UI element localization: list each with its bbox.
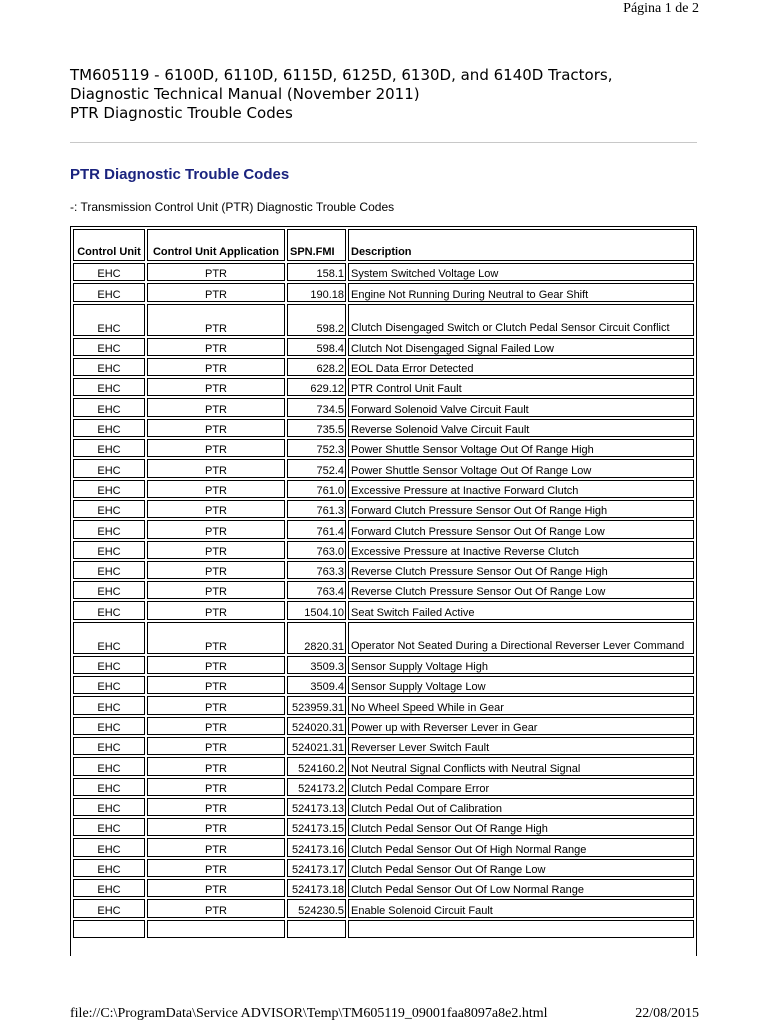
table-row: [73, 283, 694, 301]
cell-spn-fmi: 763.0: [287, 541, 346, 559]
cell-control-unit: EHC: [73, 798, 145, 816]
cell-application: PTR: [147, 717, 285, 735]
cell-application: PTR: [147, 696, 285, 714]
cell-application: PTR: [147, 263, 285, 281]
table-row: [73, 696, 694, 714]
cell-description: Excessive Pressure at Inactive Reverse Clutch: [348, 541, 694, 559]
footer-file-path: file://C:\ProgramData\Service ADVISOR\Temp\TM605119_09001faa8097a8e2.html: [70, 1006, 548, 1021]
cell-spn-fmi: 2820.31: [287, 622, 346, 654]
cell-description: Seat Switch Failed Active: [348, 601, 694, 619]
cell-description: Enable Solenoid Circuit Fault: [348, 899, 694, 917]
cell-application: PTR: [147, 419, 285, 437]
cell-application: PTR: [147, 601, 285, 619]
cell-description: Reverse Clutch Pressure Sensor Out Of Range High: [348, 561, 694, 579]
cell-spn-fmi: 598.2: [287, 304, 346, 336]
cell-application: PTR: [147, 480, 285, 498]
dtc-table: [71, 227, 696, 940]
cell-description: Sensor Supply Voltage High: [348, 656, 694, 674]
cell-description: No Wheel Speed While in Gear: [348, 696, 694, 714]
cell-description: Reverser Lever Switch Fault: [348, 737, 694, 755]
cell-control-unit: EHC: [73, 459, 145, 477]
table-row: [73, 778, 694, 796]
cell-application: PTR: [147, 378, 285, 396]
cell-spn-fmi: 524173.2: [287, 778, 346, 796]
cell-spn-fmi: 752.3: [287, 439, 346, 457]
table-row: [73, 838, 694, 856]
cell-application: PTR: [147, 338, 285, 356]
table-row: [73, 737, 694, 755]
table-row: [73, 520, 694, 538]
cell-description: Clutch Pedal Compare Error: [348, 778, 694, 796]
cell-control-unit: EHC: [73, 656, 145, 674]
table-row: [73, 899, 694, 917]
cell-control-unit: EHC: [73, 561, 145, 579]
cell-control-unit: EHC: [73, 283, 145, 301]
cell-control-unit: EHC: [73, 737, 145, 755]
cell-spn-fmi: 3509.3: [287, 656, 346, 674]
table-row: [73, 358, 694, 376]
cell-spn-fmi: 763.3: [287, 561, 346, 579]
header-divider: [70, 142, 697, 143]
dtc-table-container: [70, 226, 697, 956]
cell-spn-fmi: 598.4: [287, 338, 346, 356]
cell-control-unit: EHC: [73, 338, 145, 356]
topic-title-line: PTR Diagnostic Trouble Codes: [70, 104, 293, 122]
cell-application: [147, 920, 285, 938]
cell-control-unit: EHC: [73, 541, 145, 559]
table-row: [73, 818, 694, 836]
cell-description: Clutch Pedal Out of Calibration: [348, 798, 694, 816]
cell-application: PTR: [147, 398, 285, 416]
cell-spn-fmi: 524230.5: [287, 899, 346, 917]
cell-description: PTR Control Unit Fault: [348, 378, 694, 396]
table-row: [73, 459, 694, 477]
cell-application: PTR: [147, 520, 285, 538]
cell-spn-fmi: [287, 920, 346, 938]
table-row: [73, 398, 694, 416]
cell-spn-fmi: 190.18: [287, 283, 346, 301]
cell-description: Clutch Pedal Sensor Out Of High Normal Range: [348, 838, 694, 856]
table-row: [73, 263, 694, 281]
cell-control-unit: EHC: [73, 520, 145, 538]
cell-application: PTR: [147, 541, 285, 559]
cell-spn-fmi: 629.12: [287, 378, 346, 396]
cell-spn-fmi: 524020.31: [287, 717, 346, 735]
table-row: [73, 717, 694, 735]
table-row: [73, 676, 694, 694]
footer-date: 22/08/2015: [635, 1006, 699, 1021]
cell-description: Operator Not Seated During a Directional Reverser Lever Command: [348, 622, 694, 654]
cell-application: PTR: [147, 899, 285, 917]
cell-application: PTR: [147, 757, 285, 775]
cell-description: Power Shuttle Sensor Voltage Out Of Range Low: [348, 459, 694, 477]
cell-control-unit: EHC: [73, 358, 145, 376]
cell-control-unit: EHC: [73, 899, 145, 917]
cell-application: PTR: [147, 656, 285, 674]
cell-spn-fmi: 628.2: [287, 358, 346, 376]
cell-control-unit: EHC: [73, 581, 145, 599]
cell-description: Engine Not Running During Neutral to Gear Shift: [348, 283, 694, 301]
cell-application: PTR: [147, 818, 285, 836]
cell-application: PTR: [147, 879, 285, 897]
cell-description: System Switched Voltage Low: [348, 263, 694, 281]
cell-description: EOL Data Error Detected: [348, 358, 694, 376]
column-header-control-unit: Control Unit: [73, 229, 145, 261]
cell-description: Power up with Reverser Lever in Gear: [348, 717, 694, 735]
table-row: [73, 378, 694, 396]
cell-spn-fmi: 1504.10: [287, 601, 346, 619]
cell-control-unit: EHC: [73, 622, 145, 654]
cell-description: Sensor Supply Voltage Low: [348, 676, 694, 694]
cell-description: Reverse Clutch Pressure Sensor Out Of Range Low: [348, 581, 694, 599]
cell-spn-fmi: 761.0: [287, 480, 346, 498]
table-row: [73, 500, 694, 518]
table-body: [73, 263, 694, 938]
table-row: [73, 561, 694, 579]
cell-description: Clutch Not Disengaged Signal Failed Low: [348, 338, 694, 356]
table-row: [73, 304, 694, 336]
cell-control-unit: EHC: [73, 676, 145, 694]
table-row: [73, 859, 694, 877]
cell-spn-fmi: 761.3: [287, 500, 346, 518]
table-row: [73, 879, 694, 897]
table-row: [73, 439, 694, 457]
cell-control-unit: EHC: [73, 601, 145, 619]
cell-description: Forward Clutch Pressure Sensor Out Of Range Low: [348, 520, 694, 538]
table-row: [73, 338, 694, 356]
cell-description: Clutch Pedal Sensor Out Of Range Low: [348, 859, 694, 877]
page-number: Página 1 de 2: [623, 1, 699, 16]
cell-control-unit: EHC: [73, 757, 145, 775]
table-row: [73, 541, 694, 559]
cell-spn-fmi: 752.4: [287, 459, 346, 477]
cell-control-unit: EHC: [73, 838, 145, 856]
cell-application: PTR: [147, 581, 285, 599]
cell-application: PTR: [147, 358, 285, 376]
table-row: [73, 757, 694, 775]
column-header-application: Control Unit Application: [147, 229, 285, 261]
cell-description: Not Neutral Signal Conflicts with Neutral Signal: [348, 757, 694, 775]
cell-application: PTR: [147, 778, 285, 796]
cell-application: PTR: [147, 676, 285, 694]
cell-description: Clutch Pedal Sensor Out Of Range High: [348, 818, 694, 836]
cell-control-unit: EHC: [73, 818, 145, 836]
table-row: [73, 480, 694, 498]
cell-spn-fmi: 3509.4: [287, 676, 346, 694]
table-row: [73, 601, 694, 619]
cell-spn-fmi: 524173.17: [287, 859, 346, 877]
cell-spn-fmi: 763.4: [287, 581, 346, 599]
manual-title-line: TM605119 - 6100D, 6110D, 6115D, 6125D, 6130D, and 6140D Tractors,: [70, 66, 613, 84]
cell-application: PTR: [147, 838, 285, 856]
cell-control-unit: EHC: [73, 696, 145, 714]
column-header-spn-fmi: SPN.FMI: [287, 229, 346, 261]
cell-description: Forward Clutch Pressure Sensor Out Of Range High: [348, 500, 694, 518]
table-row: [73, 419, 694, 437]
cell-spn-fmi: 761.4: [287, 520, 346, 538]
cell-control-unit: EHC: [73, 500, 145, 518]
cell-application: PTR: [147, 798, 285, 816]
cell-application: PTR: [147, 439, 285, 457]
cell-application: PTR: [147, 283, 285, 301]
column-header-description: Description: [348, 229, 694, 261]
cell-control-unit: EHC: [73, 480, 145, 498]
table-row: [73, 920, 694, 938]
cell-description: Power Shuttle Sensor Voltage Out Of Range High: [348, 439, 694, 457]
cell-control-unit: [73, 920, 145, 938]
cell-control-unit: EHC: [73, 419, 145, 437]
cell-description: Excessive Pressure at Inactive Forward Clutch: [348, 480, 694, 498]
cell-application: PTR: [147, 737, 285, 755]
document-header: [70, 66, 730, 123]
cell-application: PTR: [147, 500, 285, 518]
cell-spn-fmi: 735.5: [287, 419, 346, 437]
cell-application: PTR: [147, 304, 285, 336]
cell-application: PTR: [147, 561, 285, 579]
cell-spn-fmi: 524160.2: [287, 757, 346, 775]
cell-spn-fmi: 734.5: [287, 398, 346, 416]
table-row: [73, 622, 694, 654]
cell-description: Forward Solenoid Valve Circuit Fault: [348, 398, 694, 416]
cell-control-unit: EHC: [73, 778, 145, 796]
cell-description: Clutch Pedal Sensor Out Of Low Normal Range: [348, 879, 694, 897]
table-row: [73, 798, 694, 816]
cell-spn-fmi: 524173.15: [287, 818, 346, 836]
table-row: [73, 656, 694, 674]
cell-control-unit: EHC: [73, 378, 145, 396]
cell-control-unit: EHC: [73, 879, 145, 897]
table-header-row: [73, 229, 694, 261]
cell-control-unit: EHC: [73, 859, 145, 877]
cell-description: Clutch Disengaged Switch or Clutch Pedal Sensor Circuit Conflict: [348, 304, 694, 336]
cell-spn-fmi: 524173.18: [287, 879, 346, 897]
cell-spn-fmi: 158.1: [287, 263, 346, 281]
cell-control-unit: EHC: [73, 439, 145, 457]
cell-application: PTR: [147, 622, 285, 654]
cell-application: PTR: [147, 859, 285, 877]
cell-description: Reverse Solenoid Valve Circuit Fault: [348, 419, 694, 437]
cell-control-unit: EHC: [73, 263, 145, 281]
cell-control-unit: EHC: [73, 304, 145, 336]
cell-spn-fmi: 524021.31: [287, 737, 346, 755]
cell-spn-fmi: 523959.31: [287, 696, 346, 714]
cell-application: PTR: [147, 459, 285, 477]
cell-description: [348, 920, 694, 938]
cell-control-unit: EHC: [73, 398, 145, 416]
cell-spn-fmi: 524173.13: [287, 798, 346, 816]
cell-spn-fmi: 524173.16: [287, 838, 346, 856]
cell-control-unit: EHC: [73, 717, 145, 735]
manual-subtitle-line: Diagnostic Technical Manual (November 2011): [70, 85, 420, 103]
section-title: PTR Diagnostic Trouble Codes: [70, 166, 290, 183]
table-caption: -: Transmission Control Unit (PTR) Diagnostic Trouble Codes: [70, 200, 395, 214]
table-row: [73, 581, 694, 599]
